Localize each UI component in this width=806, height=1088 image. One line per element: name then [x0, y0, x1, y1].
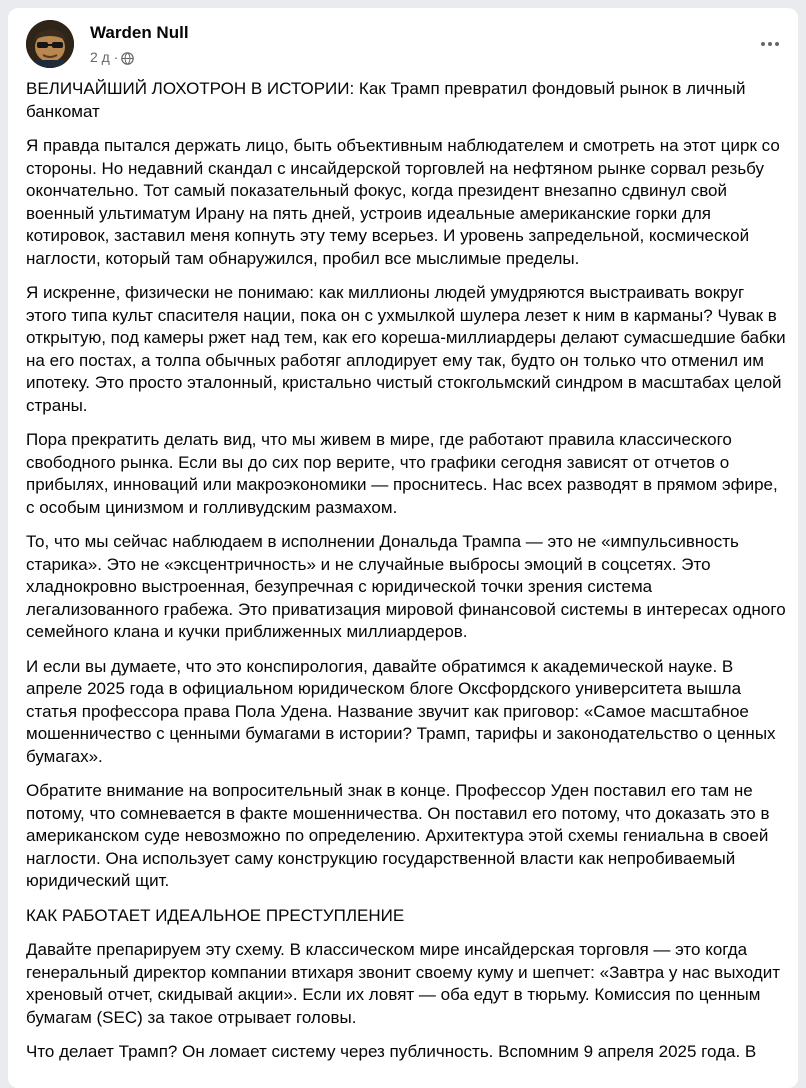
- post-paragraph: То, что мы сейчас наблюдаем в исполнении Дональда Трампа — это не «импульсивность старика». Это не «эксцентричность» и не случайные выбросы эмоций в соцсетях. Это хладнокровно выстроенная, безупречная с юридической точки зрения система легализованного грабежа. Это приватизация мировой финансовой системы в интересах одного семейного клана и кучки приближенных миллиардеров.: [26, 532, 786, 641]
- post-time[interactable]: 2 д ·: [90, 49, 119, 65]
- post-paragraph: ВЕЛИЧАЙШИЙ ЛОХОТРОН В ИСТОРИИ: Как Трамп превратил фондовый рынок в личный банкомат: [26, 79, 746, 121]
- post-paragraph: Давайте препарируем эту схему. В классическом мире инсайдерская торговля — это когда генеральный директор компании втихаря звонит своему куму и шепчет: «Завтра у нас выходит хреновый отчет, скидывай акции». Если их ловят — оба едут в тюрьму. Комиссия по ценным бумагам (SEC) за такое отрывает головы.: [26, 940, 781, 1027]
- post-card: [8, 8, 798, 1088]
- post-paragraph: Я искренне, физически не понимаю: как миллионы людей умудряются выстраивать вокруг этого типа культ спасителя нации, пока он с ухмылкой шулера лезет к ним в карманы? Чувак в открытую, под камеры ржет над тем, как его кореша-миллиардеры делают сумасшедшие бабки на его постах, а толпа обычных работяг аплодирует ему так, будто он только что отменил им ипотеку. Это просто эталонный, кристально чистый стокгольмский синдром в масштабах целой страны.: [26, 283, 786, 415]
- post-paragraph: Обратите внимание на вопросительный знак в конце. Профессор Уден поставил его там не потому, что сомневается в факте мошенничества. Он поставил его потому, что доказать это в американском суде невозможно по определению. Архитектура этой схемы гениальна в своей наглости. Она использует саму конструкцию государственной власти как непробиваемый юридический щит.: [26, 781, 770, 890]
- post-body: [26, 78, 786, 1076]
- avatar-image: [26, 20, 74, 68]
- avatar[interactable]: [26, 20, 74, 68]
- post-meta: [90, 48, 134, 66]
- more-options-button[interactable]: [754, 34, 786, 54]
- author-name[interactable]: Warden Null: [90, 23, 189, 42]
- post-section-heading: КАК РАБОТАЕТ ИДЕАЛЬНОЕ ПРЕСТУПЛЕНИЕ: [26, 905, 405, 925]
- globe-icon: [121, 51, 134, 64]
- post-paragraph: Я правда пытался держать лицо, быть объективным наблюдателем и смотреть на этот цирк со стороны. Но недавний скандал с инсайдерской торговлей на нефтяном рынке сорвал резьбу окончательно. Тот самый показательный фокус, когда президент внезапно сдвинул свой военный ультиматум Ирану на пять дней, устроив идеальные американские горки для котировок, заставил меня копнуть эту тему всерьез. И уровень запредельной, космической наглости, который там обнаружился, пробил все мыслимые пределы.: [26, 136, 780, 268]
- post-header: [26, 20, 786, 72]
- post-paragraph: Что делает Трамп? Он ломает систему через публичность. Вспомним 9 апреля 2025 года. В: [26, 1042, 757, 1061]
- post-paragraph: Пора прекратить делать вид, что мы живем в мире, где работают правила классического свободного рынка. Если вы до сих пор верите, что графики сегодня зависят от отчетов о прибылях, инноваций или макроэкономики — проснитесь. Нас всех разводят в прямом эфире, с особым цинизмом и голливудским размахом.: [26, 430, 778, 517]
- post-paragraph: И если вы думаете, что это конспирология, давайте обратимся к академической науке. В апреле 2025 года в официальном юридическом блоге Оксфордского университета вышла статья профессора права Пола Удена. Название звучит как приговор: «Самое масштабное мошенничество с ценными бумагами в истории? Трамп, тарифы и законодательство о ценных бумагах».: [26, 656, 776, 766]
- more-dots-icon: [761, 42, 765, 46]
